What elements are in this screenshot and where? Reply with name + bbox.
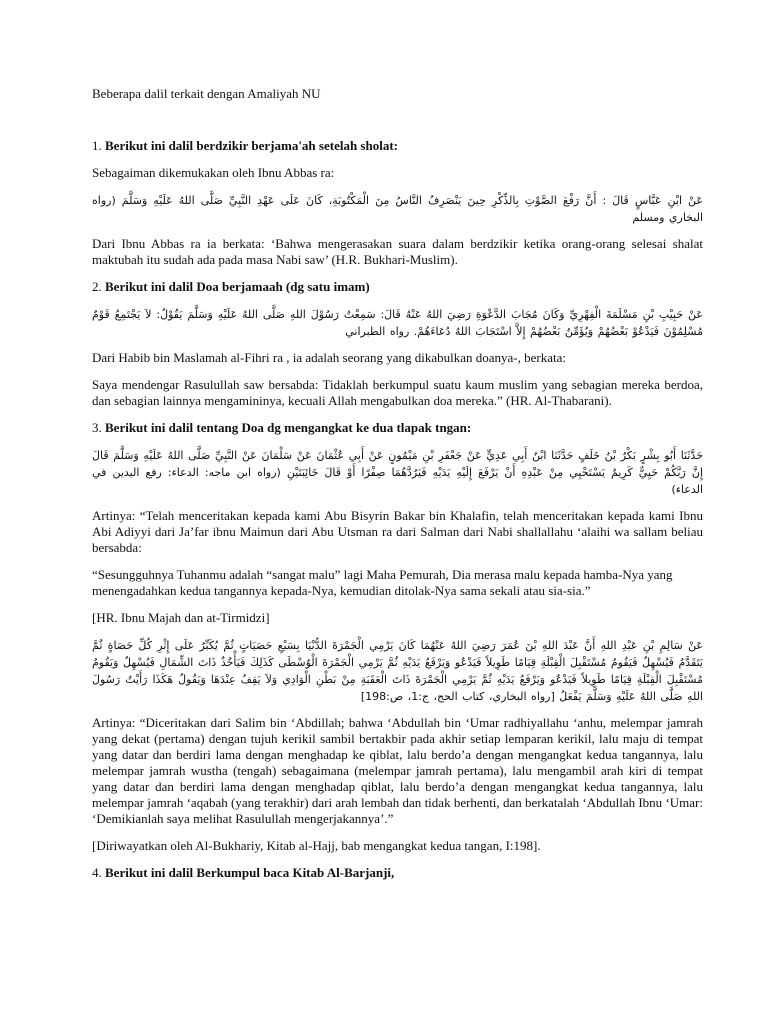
section-3-arabic-text-2: عَنْ سَالِمِ بْنِ عَبْدِ اللهِ أَنَّ عَبْدَ اللهِ بْنَ عُمَرَ رَضِيَ اللهُ عَنْهُمَا كَانَ يَرْمِي الْجَمْرَةَ الدُّنْيَا بِسَبْعِ حَصَيَاتٍ ثُمَّ يُكَبِّرُ عَلَى إِثْرِ كُلِّ حَصَاةٍ ثُمَّ يَتَقَدَّمُ فَيُسْهِلُ فَيَقُومُ مُسْتَقْبِلَ الْقِبْلَةِ قِيَامًا طَوِيلاً فَيَدْعُو وَيَرْفَعُ يَدَيْهِ ثُمَّ يَرْمِي الْجَمْرَةَ الْوُسْطَى كَذَلِكَ فَيَأْخُذُ ذَاتَ الشِّمَالِ فَيُسْهِلُ وَيَقُومُ مُسْتَقْبِلَ الْقِبْلَةِ قِيَامًا طَوِيلاً فَيَدْعُو وَيَرْفَعُ يَدَيْهِ ثُمَّ يَرْمِي الْجَمْرَةَ ذَاتَ الْعَقَبَةِ مِنْ بَطْنِ الْوَادِي وَلاَ يَقِفُ عِنْدَهَا وَيَقُولُ هَكَذَا رَأَيْتُ رَسُولَ اللهِ صَلَّى اللهُ عَلَيْهِ وَسَلَّمَ يَفْعَلُ [رواه البخاري، كتاب الحج، ج:1، ص:198] [92, 639, 703, 703]
section-2-translation-quote: Saya mendengar Rasulullah saw bersabda: Tidaklah berkumpul suatu kaum muslim yang sebagian mereka berdoa, dan sebagian lainnya mengamininya, kecuali Allah mengabulkan doa mereka.” (HR. Al-Thabarani). [92, 377, 703, 408]
section-1-heading [92, 138, 703, 154]
document-title: Beberapa dalil terkait dengan Amaliyah NU [92, 86, 321, 101]
section-3-source: [HR. Ibnu Majah dan at-Tirmidzi] [92, 610, 270, 625]
section-heading-text: Berikut ini dalil Doa berjamaah (dg satu imam) [105, 279, 370, 294]
section-number: 2. [92, 279, 102, 294]
section-3-heading [92, 420, 703, 436]
document-body [92, 86, 703, 892]
section-number: 3. [92, 420, 102, 435]
section-1-translation: Dari Ibnu Abbas ra ia berkata: ‘Bahwa mengerasakan suara dalam berdzikir ketika orang-orang selesai shalat maktubah itu sudah ada pada masa Nabi saw’ (H.R. Bukhari-Muslim). [92, 236, 703, 267]
section-3-arabic-text: حَدَّثَنَا أَبُو بِشْرٍ بَكْرُ بْنُ خَلَفٍ حَدَّثَنَا ابْنُ أَبِي عَدِيٍّ عَنْ جَعْفَرِ بْنِ مَيْمُونٍ عَنْ أَبِي عُثْمَانَ عَنْ سَلْمَانَ عَنْ النَّبِيِّ صَلَّى اللهُ عَلَيْهِ وَسَلَّمَ قَالَ إِنَّ رَبَّكُمْ حَيِيٌّ كَرِيمٌ يَسْتَحْيِي مِنْ عَبْدِهِ أَنْ يَرْفَعَ إِلَيْهِ يَدَيْهِ فَيَرُدَّهُمَا صِفْرًا أَوْ قَالَ خَائِبَتَيْنِ (رواه ابن ماجه: الدعاء: رفع اليدين في الدعاء) [92, 449, 703, 496]
section-heading-text: Berikut ini dalil berdzikir berjama'ah setelah sholat: [105, 138, 398, 153]
section-2-translation: Dari Habib bin Maslamah al-Fihri ra , ia adalah seorang yang dikabulkan doanya-, berkata: [92, 350, 566, 365]
section-heading-text: Berikut ini dalil Berkumpul baca Kitab Al-Barjanji, [105, 865, 395, 880]
section-3-translation: Artinya: “Telah menceritakan kepada kami Abu Bisyrin Bakar bin Khalafin, telah menceritakan kepada kami Ibnu Abi Adiyyi dari Ja’far ibnu Maimun dari Abu Utsman ra dari Salman dari Nabi shallallahu ‘alaihi wa sallam beliau bersabda: [92, 508, 703, 555]
section-2-arabic-text: عَنْ حَبِيْبِ بْنِ مَسْلَمَةَ الْفِهْرِيِّ وَكَانَ مُجَابَ الدَّعْوَةِ رَضِيَ اللهُ عَنْهُ قَالَ: سَمِعْتُ رَسُوْلَ اللهِ صَلَّى اللهُ عَلَيْهِ وَسَلَّمَ يَقُوْلُ: لاَ يَجْتَمِعُ قَوْمٌ مُسْلِمُوْنَ فَيَدْعُوْ بَعْضُهُمْ وَيُؤَمِّنُ بَعْضُهُمْ إِلاَّ اسْتَجَابَ اللهُ دُعَاءَهُمْ. رواه الطبراني [92, 308, 703, 338]
section-1-intro: Sebagaiman dikemukakan oleh Ibnu Abbas ra: [92, 165, 335, 180]
section-3-translation-quote: “Sesungguhnya Tuhanmu adalah “sangat malu” lagi Maha Pemurah, Dia merasa malu kepada hamba-Nya yang menengadahkan kedua tangannya kepada-Nya, kemudian ditolak-Nya sama sekali atau sia-sia.” [92, 567, 673, 598]
section-4-heading [92, 865, 703, 881]
section-number: 1. [92, 138, 102, 153]
section-heading-text: Berikut ini dalil tentang Doa dg mengangkat ke dua tlapak tngan: [105, 420, 472, 435]
section-1-arabic-text: عَنْ ابْنِ عَبَّاسٍ قَالَ : أَنَّ رَفْعَ الصَّوْتِ بِالذِّكْرِ حِينَ يَنْصَرِفُ النَّاسُ مِنَ الْمَكْتُوبَةِ، كَانَ عَلَى عَهْدِ النَّبِيِّ صَلَّى اللهُ عَلَيْهِ وَسَلَّمَ (رواه البخاري ومسلم [92, 194, 703, 224]
section-3-translation-2: Artinya: “Diceritakan dari Salim bin ‘Abdillah; bahwa ‘Abdullah bin ‘Umar radhiyallahu ‘anhu, melempar jamrah yang dekat (pertama) dengan tujuh kerikil sambil bertakbir pada akhir setiap lemparan kerikil, lalu maju di tempat yang datar dan berdiri lama dengan menghadap ke qiblat, lalu berdo’a dengan mengangkat kedua tangannya, lalu melempar jamrah wustha (tengah) sebagaimana (melempar jamrah pertama), lalu mengambil arah kiri di tempat yang datar dan berdiri lama dengan menghadap qiblat, lalu berdo’a dengan mengangkat kedua tangannya, lalu melempar jamrah ‘aqabah (yang terakhir) dari arah lembah dan tidak berhenti, dan berkatalah ‘Abdullah Ibnu ‘Umar: ‘Demikianlah saya melihat Rasulullah mengerjakannya’.” [92, 715, 703, 826]
section-number: 4. [92, 865, 102, 880]
section-3-source-2: [Diriwayatkan oleh Al-Bukhariy, Kitab al-Hajj, bab mengangkat kedua tangan, I:198]. [92, 838, 541, 853]
section-2-heading [92, 279, 703, 295]
